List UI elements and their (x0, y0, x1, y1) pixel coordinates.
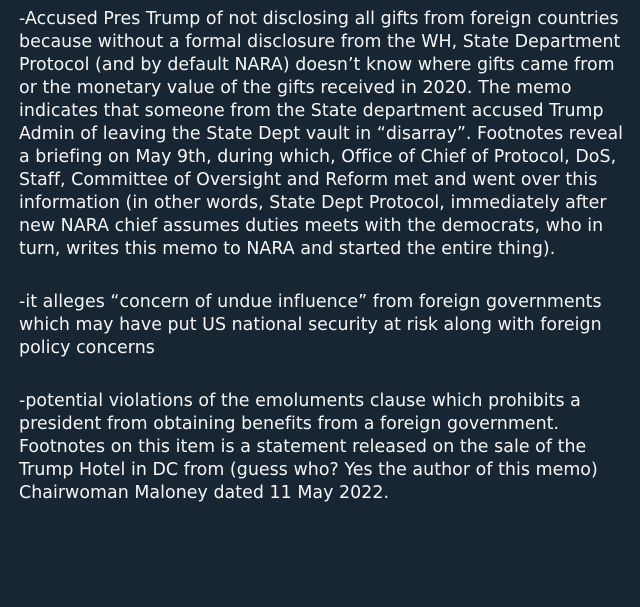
message-paragraph-emoluments: -potential violations of the emoluments clause which prohibits a president from obtaining benefits from a foreign government. Footnotes on this item is a statement released on the sale of the Trump Hotel in DC from (guess who? Yes the author of this memo) Chairwoman Maloney dated 11 May 2022. (19, 391, 598, 503)
message-paragraph-undue-influence: -it alleges “concern of undue influence” from foreign governments which may have put US national security at risk along with foreign policy concerns (19, 292, 602, 358)
message-paragraph-gifts: -Accused Pres Trump of not disclosing all gifts from foreign countries because without a formal disclosure from the WH, State Department Protocol (and by default NARA) doesn’t know where gifts came from or the monetary value of the gifts received in 2020. The memo indicates that someone from the State department accused Trump Admin of leaving the State Dept vault in “disarray”. Footnotes reveal a briefing on May 9th, during which, Office of Chief of Protocol, DoS, Staff, Committee of Oversight and Reform met and went over this information (in other words, State Dept Protocol, immediately after new NARA chief assumes duties meets with the democrats, who in turn, writes this memo to NARA and started the entire thing). (19, 9, 624, 259)
